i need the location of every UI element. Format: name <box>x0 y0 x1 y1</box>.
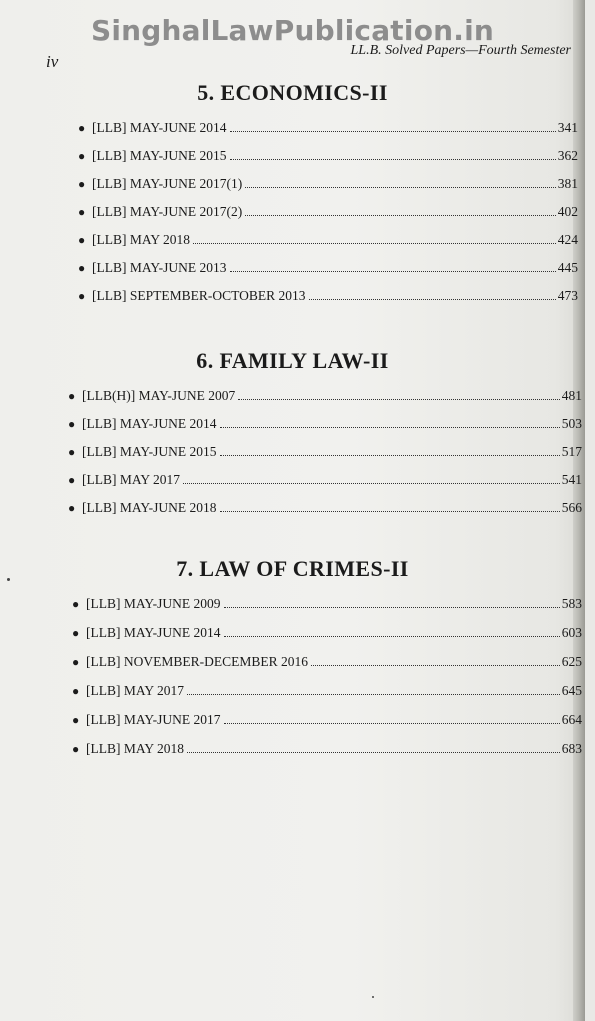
dot-leader <box>309 299 556 300</box>
toc-entry-page: 664 <box>561 712 582 727</box>
bullet-icon: ● <box>72 626 80 640</box>
toc-entry <box>72 679 582 699</box>
toc-entry-label: [LLB] MAY-JUNE 2015 <box>92 148 227 163</box>
section-title-family-law-ii: 6. FAMILY LAW-II <box>196 348 389 373</box>
bullet-icon: ● <box>72 684 80 698</box>
toc-entry-label: [LLB] MAY-JUNE 2018 <box>82 500 217 515</box>
toc-entry <box>78 116 578 136</box>
toc-entry-label: [LLB] SEPTEMBER-OCTOBER 2013 <box>92 288 306 303</box>
dot-leader <box>224 636 560 637</box>
toc-entry-page: 541 <box>561 472 582 487</box>
toc-entry-label: [LLB] MAY-JUNE 2017(2) <box>92 204 243 219</box>
bullet-icon: ● <box>72 597 80 611</box>
section-title-law-of-crimes-ii: 7. LAW OF CRIMES-II <box>176 556 409 581</box>
toc-entry-label: [LLB] MAY-JUNE 2013 <box>92 260 227 275</box>
toc-entry <box>78 284 578 304</box>
toc-entry-label: [LLB] MAY 2018 <box>92 232 191 247</box>
toc-entry-page: 583 <box>561 596 582 611</box>
bullet-icon: ● <box>68 389 76 403</box>
toc-entry-label: [LLB] NOVEMBER-DECEMBER 2016 <box>86 654 308 669</box>
paper-speck <box>7 578 10 581</box>
toc-entry <box>78 144 578 164</box>
toc-entry <box>78 200 578 220</box>
toc-entry <box>78 256 578 276</box>
bullet-icon: ● <box>72 713 80 727</box>
toc-entry <box>72 592 582 612</box>
bullet-icon: ● <box>78 289 86 303</box>
toc-entry <box>72 708 582 728</box>
toc-entry-label: [LLB] MAY-JUNE 2015 <box>82 444 217 459</box>
toc-entry-label: [LLB] MAY 2017 <box>86 683 185 698</box>
toc-entry-page: 362 <box>557 148 578 163</box>
toc-entry-page: 473 <box>557 288 578 303</box>
toc-entry-label: [LLB] MAY-JUNE 2014 <box>82 416 217 431</box>
toc-entry <box>68 468 582 488</box>
toc-entry-label: [LLB] MAY-JUNE 2014 <box>86 625 221 640</box>
toc-entry-page: 481 <box>561 388 582 403</box>
toc-entry-page: 445 <box>557 260 578 275</box>
dot-leader <box>311 665 560 666</box>
toc-entry <box>68 412 582 432</box>
toc-entry-page: 402 <box>557 204 578 219</box>
toc-entry <box>68 384 582 404</box>
watermark: SinghalLawPublication.in <box>90 14 495 47</box>
dot-leader <box>187 752 560 753</box>
toc-entry-page: 517 <box>561 444 582 459</box>
dot-leader <box>238 399 560 400</box>
toc-entry <box>78 172 578 192</box>
dot-leader <box>230 271 556 272</box>
dot-leader <box>193 243 556 244</box>
toc-entry <box>72 650 582 670</box>
dot-leader <box>220 455 560 456</box>
toc-entry <box>72 737 582 757</box>
bullet-icon: ● <box>78 177 86 191</box>
toc-entry-page: 645 <box>561 683 582 698</box>
bullet-icon: ● <box>78 121 86 135</box>
toc-entry-label: [LLB(H)] MAY-JUNE 2007 <box>82 388 236 403</box>
bullet-icon: ● <box>78 149 86 163</box>
dot-leader <box>220 427 560 428</box>
toc-entry-page: 603 <box>561 625 582 640</box>
dot-leader <box>224 607 560 608</box>
bullet-icon: ● <box>78 205 86 219</box>
toc-entry-page: 424 <box>557 232 578 247</box>
toc-entry-label: [LLB] MAY 2018 <box>86 741 185 756</box>
toc-entry-page: 381 <box>557 176 578 191</box>
bullet-icon: ● <box>68 445 76 459</box>
dot-leader <box>187 694 560 695</box>
toc-entry-page: 503 <box>561 416 582 431</box>
dot-leader <box>230 131 556 132</box>
section-title-economics-ii: 5. ECONOMICS-II <box>197 80 388 105</box>
toc-entry <box>72 621 582 641</box>
bullet-icon: ● <box>78 233 86 247</box>
toc-entry-label: [LLB] MAY-JUNE 2017(1) <box>92 176 243 191</box>
bullet-icon: ● <box>78 261 86 275</box>
toc-entry <box>68 440 582 460</box>
dot-leader <box>245 187 556 188</box>
toc-entry <box>68 496 582 516</box>
dot-leader <box>245 215 556 216</box>
page-folio: iv <box>46 52 59 71</box>
toc-entry-page: 683 <box>561 741 582 756</box>
running-head: LL.B. Solved Papers—Fourth Semester <box>350 43 571 58</box>
toc-entry-label: [LLB] MAY-JUNE 2017 <box>86 712 221 727</box>
bullet-icon: ● <box>72 655 80 669</box>
toc-entry <box>78 228 578 248</box>
toc-entry-label: [LLB] MAY-JUNE 2009 <box>86 596 221 611</box>
toc-entry-label: [LLB] MAY 2017 <box>82 472 181 487</box>
dot-leader <box>230 159 556 160</box>
paper-speck <box>372 996 374 998</box>
toc-entry-page: 625 <box>561 654 582 669</box>
bullet-icon: ● <box>68 501 76 515</box>
bullet-icon: ● <box>68 473 76 487</box>
dot-leader <box>183 483 560 484</box>
dot-leader <box>220 511 560 512</box>
bullet-icon: ● <box>68 417 76 431</box>
toc-entry-page: 566 <box>561 500 582 515</box>
toc-entry-label: [LLB] MAY-JUNE 2014 <box>92 120 227 135</box>
bullet-icon: ● <box>72 742 80 756</box>
dot-leader <box>224 723 560 724</box>
toc-entry-page: 341 <box>557 120 578 135</box>
